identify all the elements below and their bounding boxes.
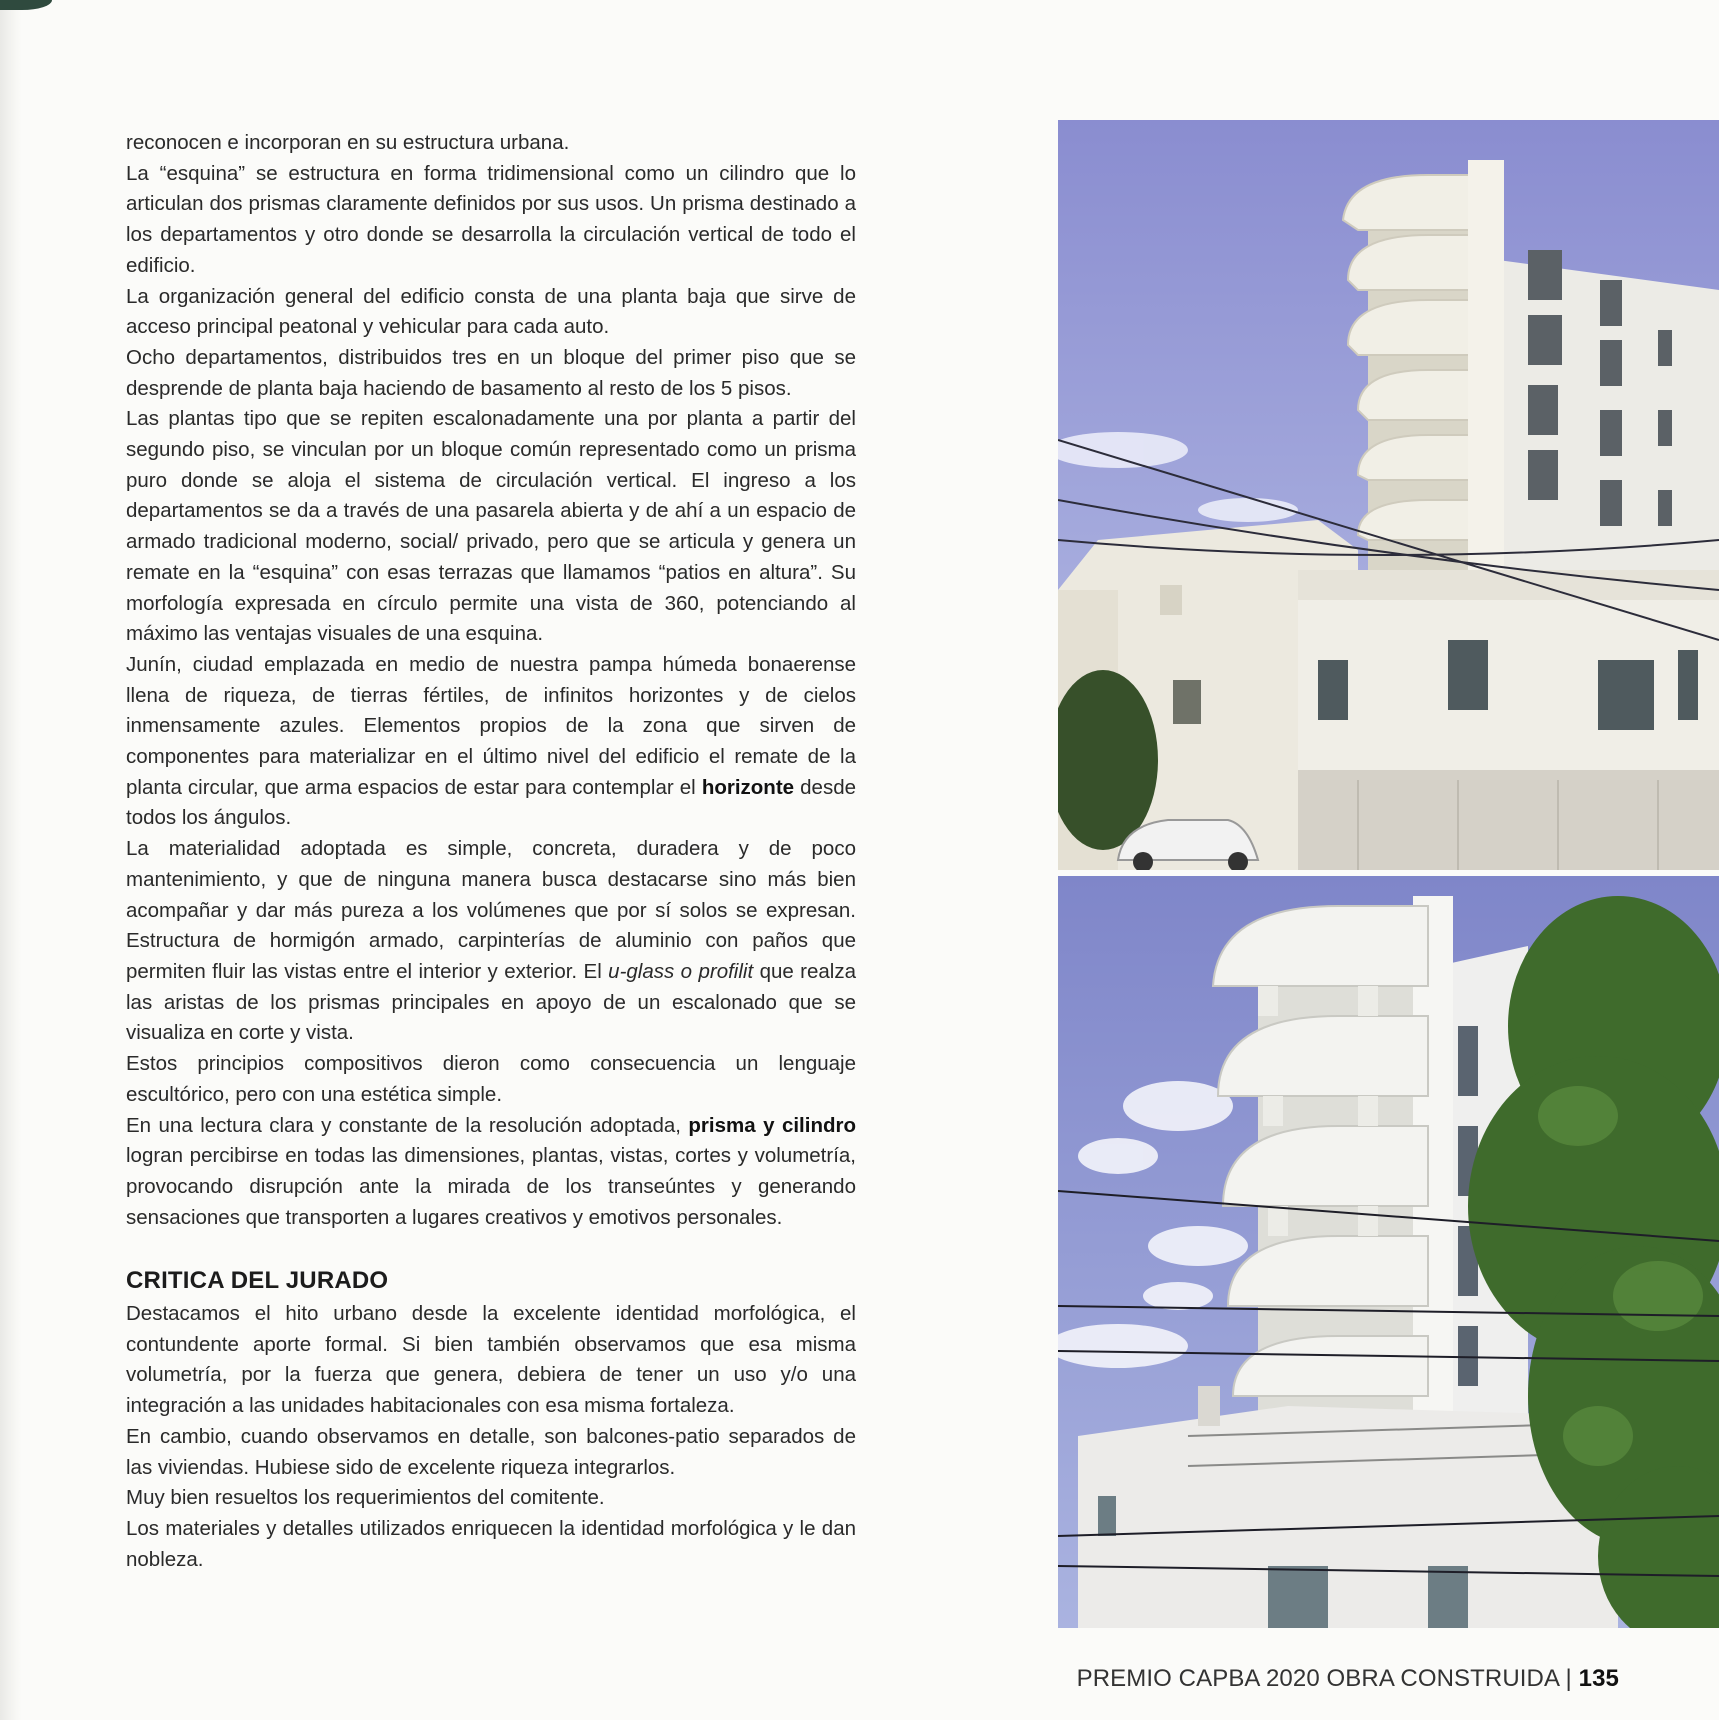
building-photo-top	[1058, 120, 1719, 870]
paragraph-2: La “esquina” se estructura en forma tridimensional como un cilindro que lo articulan dos prismas claramente definidos por sus usos. Un prisma destinado a los departamentos y otro donde se desarrolla la circulación vertical de todo el edificio.	[126, 161, 856, 277]
building-photo-top-image	[1058, 120, 1719, 870]
body-text-column	[126, 128, 856, 1575]
paragraph-9	[126, 1111, 856, 1234]
footer-separator: |	[1565, 1665, 1572, 1692]
critica-paragraph-1: Destacamos el hito urbano desde la excelente identidad morfológica, el contundente aporte formal. Si bien también observamos que esa misma volumetría, por la fuerza que genera, debiera de tener un uso y/o una integración a las unidades habitacionales con esa misma fortaleza.	[126, 1302, 856, 1418]
paragraph-7-end: que realza las aristas de los prismas principales en apoyo de un escalonado que se visualiza en corte y vista.	[126, 959, 857, 1045]
page-footer	[1077, 1665, 1619, 1693]
paragraph-6-end: desde todos los ángulos.	[126, 775, 856, 830]
book-spine	[0, 0, 22, 1720]
paragraph-9-end: logran percibirse en todas las dimensiones, plantas, vistas, cortes y volumetría, provocando disrupción ante la mirada de los transeúntes y generando sensaciones que transporten a lugares creativos y emotivos personales.	[126, 1144, 856, 1229]
paragraph-6	[126, 650, 856, 834]
critica-paragraph-3: Muy bien resueltos los requerimientos del comitente.	[126, 1486, 605, 1510]
paragraph-5: Las plantas tipo que se repiten escalonadamente una por planta a partir del segundo piso, se vinculan por un bloque común representado como un prisma puro donde se aloja el sistema de circulación vertical. El ingreso a los departamentos se da a través de una pasarela abierta y de ahí a un espacio de armado tradicional moderno, social/ privado, pero que se articula y genera un remate en la “esquina” con esas terrazas que llamamos “patios en altura”. Su morfología expresada en círculo permite una vista de 360, potenciando al máximo las ventajas visuales de una esquina.	[126, 407, 856, 646]
footer-label: PREMIO CAPBA 2020 OBRA CONSTRUIDA	[1076, 1665, 1559, 1692]
paragraph-6-text: Junín, ciudad emplazada en medio de nuestra pampa húmeda bonaerense llena de riqueza, de tierras fértiles, de infinitos horizontes y de cielos inmensamente azules. Elementos propios de la zona que sirven de componentes para materializar en el último nivel del edificio el remate de la planta circular, que arma espacios de estar para contemplar el	[126, 652, 856, 799]
paragraph-7	[126, 834, 856, 1049]
paragraph-4: Ocho departamentos, distribuidos tres en un bloque del primer piso que se desprende de planta baja haciendo de basamento al resto de los 5 pisos.	[126, 345, 856, 400]
building-photo-bottom	[1058, 876, 1719, 1628]
italic-u-glass: u-glass o profilit	[608, 959, 754, 983]
paragraph-9-text: En una lectura clara y constante de la resolución adoptada,	[126, 1113, 681, 1137]
critica-heading: CRITICA DEL JURADO	[126, 1267, 389, 1295]
bold-horizonte: horizonte	[701, 775, 795, 799]
paragraph-8: Estos principios compositivos dieron como consecuencia un lenguaje escultórico, pero con una estética simple.	[126, 1052, 856, 1106]
paragraph-7-text: La materialidad adoptada es simple, concreta, duradera y de poco mantenimiento, y que de ninguna manera busca destacarse sino más bien acompañar y dar más pureza a los volúmenes que por sí solos se expresan. Estructura de hormigón armado, carpinterías de aluminio con paños que permiten fluir las vistas entre el interior y exterior. El	[126, 837, 856, 983]
paragraph-3: La organización general del edificio consta de una planta baja que sirve de acceso principal peatonal y vehicular para cada auto.	[126, 284, 856, 339]
critica-paragraph-4: Los materiales y detalles utilizados enriquecen la identidad morfológica y le dan nobleza.	[126, 1516, 856, 1571]
page-number: 135	[1578, 1665, 1619, 1692]
bold-prisma-cilindro: prisma y cilindro	[688, 1113, 856, 1137]
spine-mark	[0, 0, 52, 10]
building-photo-bottom-image	[1058, 876, 1719, 1628]
paragraph-1: reconocen e incorporan en su estructura urbana.	[126, 131, 570, 154]
critica-paragraph-2: En cambio, cuando observamos en detalle, son balcones-patio separados de las viviendas. Hubiese sido de excelente riqueza integrarlos.	[126, 1424, 856, 1479]
